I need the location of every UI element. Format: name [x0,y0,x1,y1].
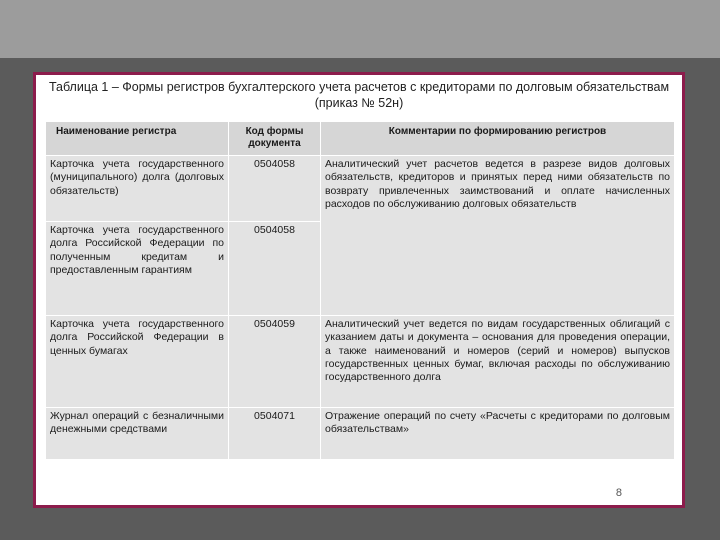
register-name: Карточка учета государственного долга Российской Федерации в ценных бумагах [46,316,229,408]
form-code: 0504058 [229,156,321,222]
register-name: Карточка учета государственного долга Российской Федерации по полученным кредитам и предоставленным гарантиям [46,222,229,316]
register-name: Журнал операций с безналичными денежными средствами [46,408,229,460]
register-comment: Аналитический учет ведется по видам государственных облигаций с указанием даты и документа – основания для проведения операции, а также наименований и номеров (серий и номеров) выпусков государственных ценных бумаг, включая расходы по обслуживанию государственного долга [321,316,675,408]
page-number: 8 [615,487,622,499]
form-code: 0504058 [229,222,321,316]
table-title: Таблица 1 – Формы регистров бухгалтерского учета расчетов с кредиторами по долговым обязательствам (приказ № 52н) [48,80,670,110]
register-comment: Отражение операций по счету «Расчеты с кредиторами по долговым обязательствам» [321,408,675,460]
form-code: 0504071 [229,408,321,460]
top-band [0,0,720,58]
table-row [46,316,675,408]
registers-table [45,121,675,460]
table-row [46,156,675,222]
header-register-name: Наименование регистра [46,122,229,156]
header-form-code: Код формы документа [229,122,321,156]
slide [33,72,685,508]
table-header-row [46,122,675,156]
form-code: 0504059 [229,316,321,408]
header-comments: Комментарии по формированию регистров [321,122,675,156]
register-name: Карточка учета государственного (муниципального) долга (долговых обязательств) [46,156,229,222]
register-comment: Аналитический учет расчетов ведется в разрезе видов долговых обязательств, кредиторов и принятых перед ними обязательств по возврату привлеченных заимствований и оплате начисленных расходов по обслуживанию долговых обязательств [321,156,675,316]
table-row [46,408,675,460]
